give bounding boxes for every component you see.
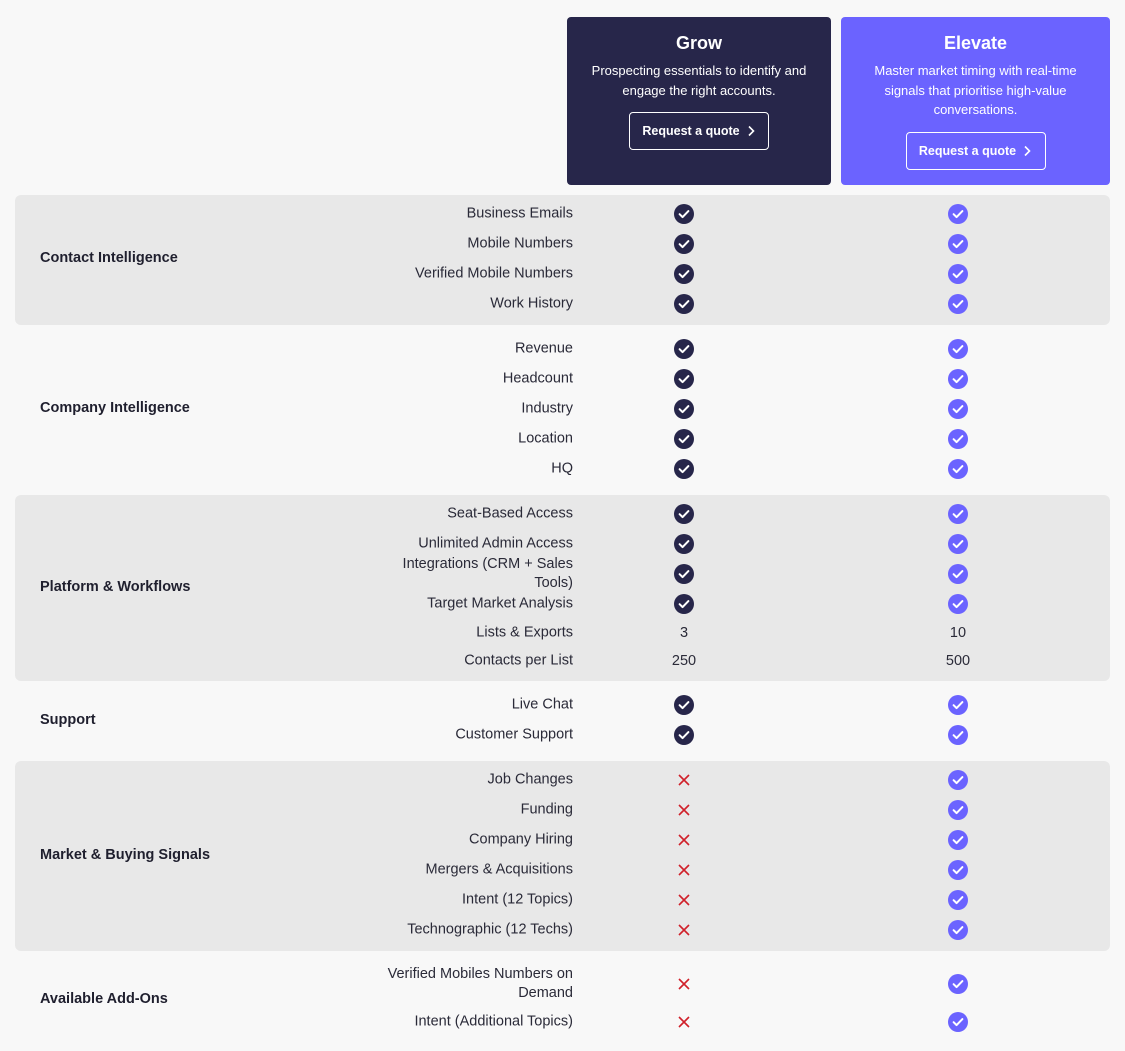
check-circle-icon [948,860,968,880]
check-circle-icon [674,399,694,419]
feature-label: Mergers & Acquisitions [425,861,573,878]
grow-included [664,338,704,360]
section-label: Available Add-Ons [40,991,168,1007]
feature-label: Funding [520,801,573,818]
elevate-included [938,593,978,615]
check-circle-icon [948,459,968,479]
check-circle-icon [948,399,968,419]
grow-included [664,203,704,225]
check-circle-icon [674,294,694,314]
grow-not-included [664,889,704,911]
grow-included [664,533,704,555]
feature-label: HQ [551,460,573,477]
check-circle-icon [948,725,968,745]
grow-included [664,263,704,285]
elevate-value: 500 [945,653,971,669]
elevate-included [938,919,978,941]
elevate-included [938,203,978,225]
feature-label: Unlimited Admin Access [418,535,573,552]
feature-label: Target Market Analysis [427,595,573,612]
section-label: Market & Buying Signals [40,847,211,863]
check-circle-icon [948,830,968,850]
x-icon [677,863,691,877]
elevate-included [938,233,978,255]
check-circle-icon [948,429,968,449]
elevate-included [938,503,978,525]
feature-label: Live Chat [511,696,573,713]
request-quote-button-elevate[interactable] [906,132,1046,170]
section-label: Company Intelligence [40,400,190,416]
feature-label: Customer Support [455,726,573,743]
check-circle-icon [948,264,968,284]
check-circle-icon [948,534,968,554]
check-circle-icon [674,264,694,284]
check-circle-icon [948,920,968,940]
feature-label: Company Hiring [469,831,573,848]
feature-label: Technographic (12 Techs) [407,921,573,938]
check-circle-icon [948,564,968,584]
grow-included [664,593,704,615]
check-circle-icon [948,770,968,790]
grow-included [664,563,704,585]
x-icon [677,1015,691,1029]
check-circle-icon [948,504,968,524]
check-circle-icon [948,294,968,314]
check-circle-icon [948,204,968,224]
x-icon [677,833,691,847]
check-circle-icon [674,504,694,524]
grow-not-included [664,973,704,995]
request-quote-button-grow[interactable] [629,112,769,150]
check-circle-icon [674,725,694,745]
check-circle-icon [948,339,968,359]
check-circle-icon [948,974,968,994]
chevron-right-icon [1022,145,1032,157]
grow-value: 250 [671,653,697,669]
feature-label: Revenue [514,340,573,357]
check-circle-icon [674,534,694,554]
elevate-included [938,293,978,315]
elevate-included [938,724,978,746]
feature-label: Verified Mobile Numbers [415,265,573,282]
feature-label: Intent (Additional Topics) [414,1013,573,1030]
check-circle-icon [674,204,694,224]
grow-included [664,398,704,420]
grow-not-included [664,829,704,851]
grow-not-included [664,769,704,791]
x-icon [677,803,691,817]
grow-included [664,458,704,480]
check-circle-icon [674,695,694,715]
feature-label: Location [518,430,573,447]
elevate-included [938,338,978,360]
grow-included [664,293,704,315]
feature-label: Headcount [502,370,573,387]
feature-label: Integrations (CRM + Sales Tools) [402,556,573,591]
grow-value: 3 [679,625,689,641]
check-circle-icon [674,429,694,449]
feature-label: Intent (12 Topics) [462,891,573,908]
elevate-included [938,458,978,480]
check-circle-icon [674,369,694,389]
feature-label: Contacts per List [464,652,573,669]
check-circle-icon [948,695,968,715]
elevate-included [938,889,978,911]
elevate-included [938,694,978,716]
elevate-included [938,263,978,285]
grow-included [664,368,704,390]
check-circle-icon [948,1012,968,1032]
x-icon [677,977,691,991]
grow-included [664,233,704,255]
grow-not-included [664,1011,704,1033]
feature-label: Work History [490,295,573,312]
elevate-included [938,563,978,585]
grow-not-included [664,799,704,821]
section-label: Platform & Workflows [40,579,191,595]
elevate-included [938,799,978,821]
plan-card-elevate [841,17,1110,185]
check-circle-icon [948,890,968,910]
section-label: Support [40,712,96,728]
check-circle-icon [948,369,968,389]
elevate-included [938,829,978,851]
elevate-included [938,973,978,995]
feature-label: Job Changes [487,771,573,788]
feature-label: Lists & Exports [476,624,573,641]
plan-description: Prospecting essentials to identify and engage the right accounts. [591,63,807,98]
feature-label: Seat-Based Access [447,505,573,522]
elevate-included [938,769,978,791]
plan-description: Master market timing with real-time signals that prioritise high-value conversations. [874,63,1077,117]
check-circle-icon [674,339,694,359]
x-icon [677,773,691,787]
grow-included [664,428,704,450]
elevate-included [938,533,978,555]
elevate-value: 10 [949,625,967,641]
elevate-included [938,368,978,390]
x-icon [677,893,691,907]
grow-included [664,724,704,746]
elevate-included [938,859,978,881]
plan-title: Grow [675,33,722,53]
check-circle-icon [948,800,968,820]
check-circle-icon [674,459,694,479]
section-support [15,681,1110,761]
grow-included [664,503,704,525]
grow-not-included [664,859,704,881]
grow-included [664,694,704,716]
feature-label: Industry [521,400,573,417]
elevate-included [938,428,978,450]
check-circle-icon [948,234,968,254]
section-label: Contact Intelligence [40,250,178,266]
check-circle-icon [674,594,694,614]
check-circle-icon [674,234,694,254]
plan-card-grow [567,17,831,185]
check-circle-icon [674,564,694,584]
elevate-included [938,1011,978,1033]
x-icon [677,923,691,937]
feature-label: Verified Mobiles Numbers on Demand [387,966,573,1001]
grow-not-included [664,919,704,941]
button-label: Request a quote [918,143,1017,158]
button-label: Request a quote [642,124,740,138]
elevate-included [938,398,978,420]
feature-label: Business Emails [466,205,573,222]
chevron-right-icon [746,125,756,137]
feature-label: Mobile Numbers [467,235,573,252]
plan-title: Elevate [943,33,1008,53]
check-circle-icon [948,594,968,614]
